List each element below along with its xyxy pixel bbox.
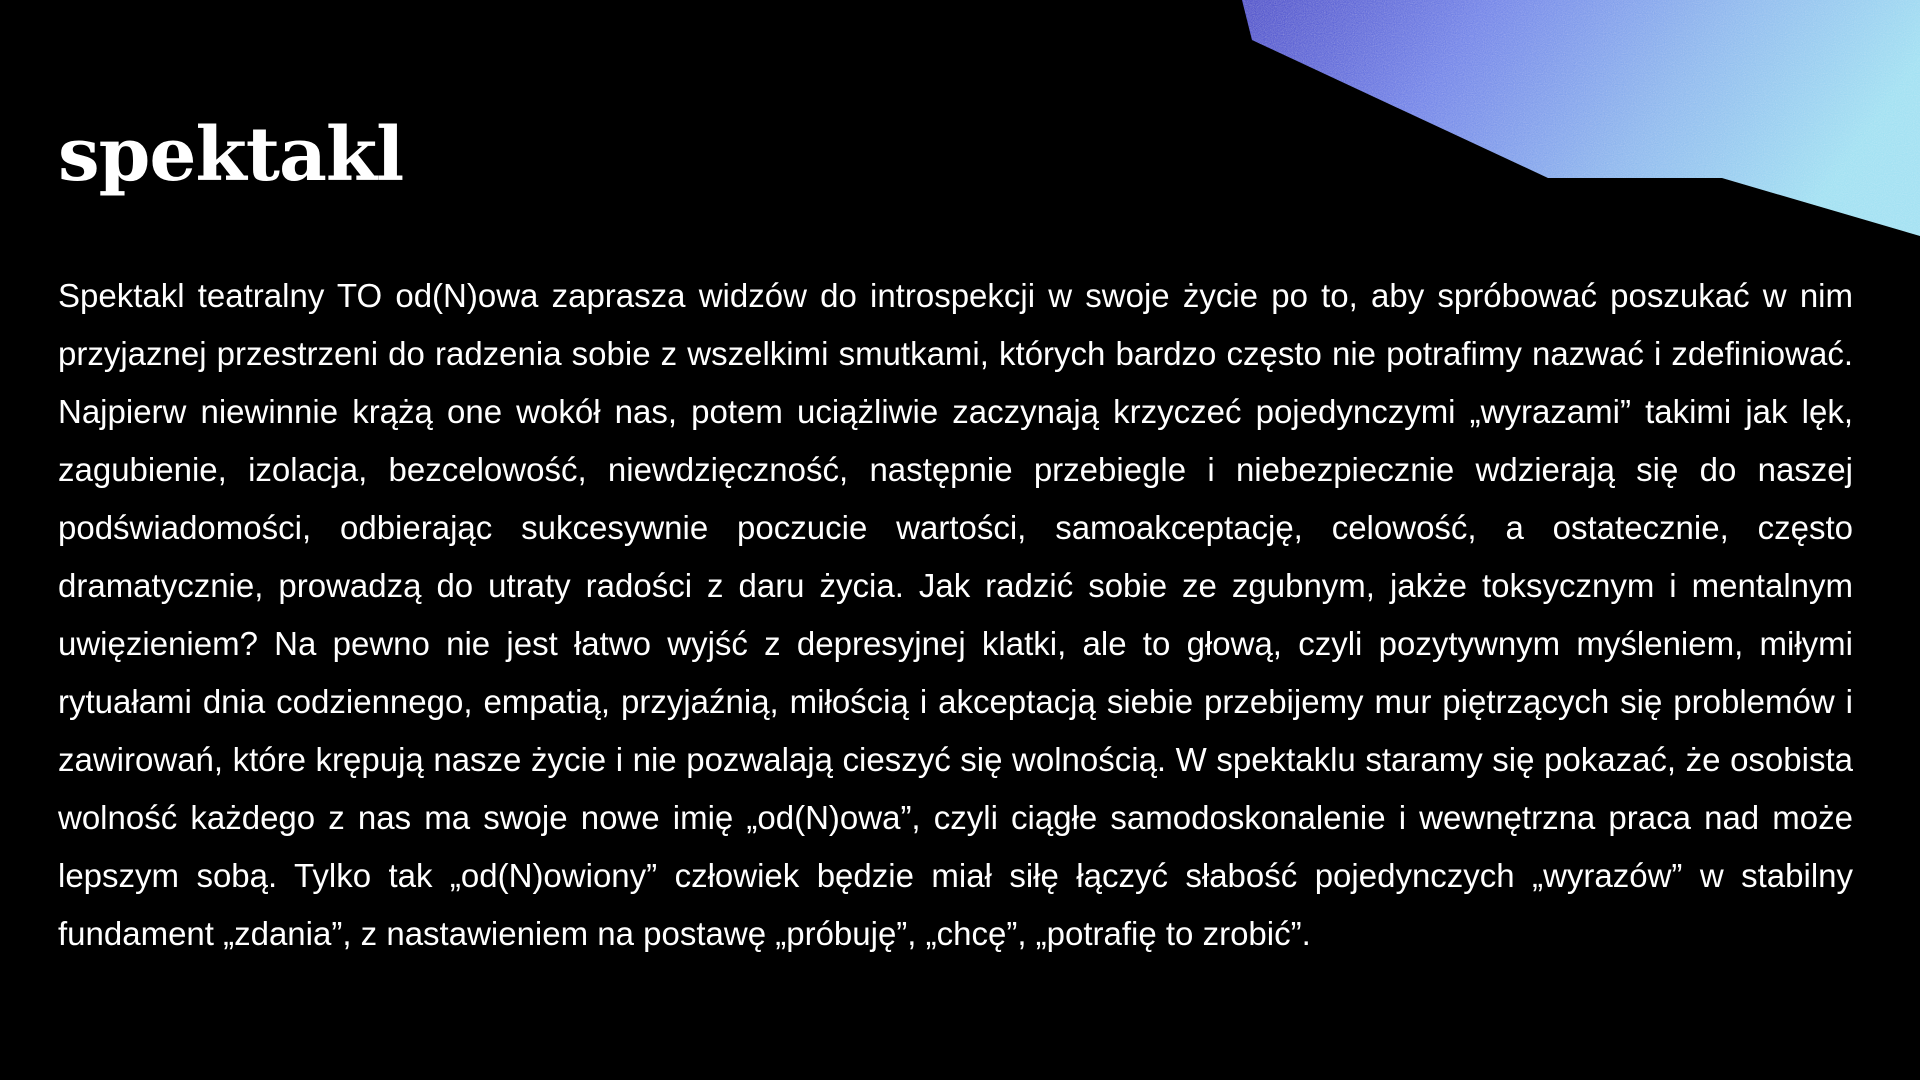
slide-title: spektakl: [58, 112, 404, 198]
body-paragraph: Spektakl teatralny TO od(N)owa zaprasza widzów do introspekcji w swoje życie po to, aby spróbować poszukać w nim przyjaznej przestrzeni do radzenia sobie z wszelkimi smutkami, których bardzo często nie potrafimy nazwać i zdefiniować. Najpierw niewinnie krążą one wokół nas, potem uciążliwie zaczynają krzyczeć pojedynczymi „wyrazami” takimi jak lęk, zagubienie, izolacja, bezcelowość, niewdzięczność, następnie przebiegle i niebezpiecznie wdzierają się do naszej podświadomości, odbierając sukcesywnie poczucie wartości, samoakceptację, celowość, a ostatecznie, często dramatycznie, prowadzą do utraty radości z daru życia. Jak radzić sobie ze zgubnym, jakże toksycznym i mentalnym uwięzieniem? Na pewno nie jest łatwo wyjść z depresyjnej klatki, ale to głową, czyli pozytywnym myśleniem, miłymi rytuałami dnia codziennego, empatią, przyjaźnią, miłością i akceptacją siebie przebijemy mur piętrzących się problemów i zawirowań, które krępują nasze życie i nie pozwalają cieszyć się wolnością. W spektaklu staramy się pokazać, że osobista wolność każdego z nas ma swoje nowe imię „od(N)owa”, czyli ciągłe samodoskonalenie i wewnętrzna praca nad może lepszym sobą. Tylko tak „od(N)owiony” człowiek będzie miał siłę łączyć słabość pojedynczych „wyrazów” w stabilny fundament „zdania”, z nastawieniem na postawę „próbuję”, „chcę”, „potrafię to zrobić”.: [58, 277, 1853, 952]
